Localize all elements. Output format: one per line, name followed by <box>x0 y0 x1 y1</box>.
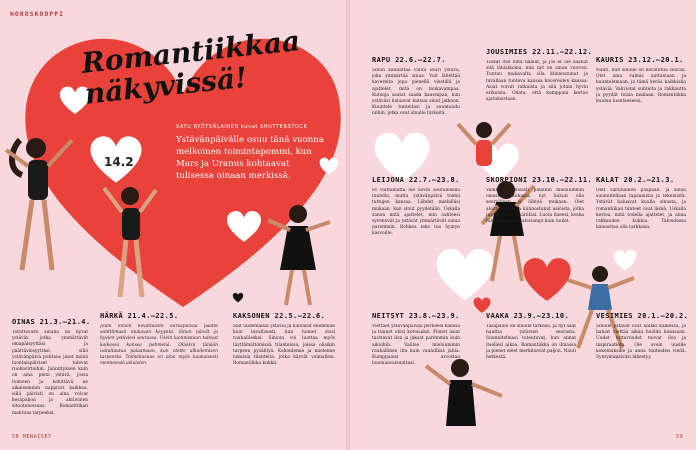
lede-text: Ystävänpäivälle osuu tänä vuonna melkoinen toimintapommi, kun Mars ja Uranus kohtaavat tulisessa oinaan merkissä. <box>176 135 324 181</box>
sign-heading-vesimies: VESIMIES 20.1.–20.2. <box>596 312 689 320</box>
sign-heading-rapu: RAPU 22.6.–22.7. <box>372 56 446 64</box>
section-tag: HOROSKOOPPI <box>10 10 65 18</box>
sign-heading-kaksonen: KAKSONEN 22.5.–22.6. <box>233 312 326 320</box>
sign-text-kaksonen: Sait uudenlaisia ystäviä ja haluaisit enemmän kuin tavallisesti, kun tunnet olosi rauhalliseksi. Sinuun voi luottaa myös täyttämättömissä tilanteissa, joissa olisikin tarpeen pysähtyä. Kehoidenne ja mielenne lukuisia tilanteita, jotka käyvät voimallesi. Romantiikka kukkii. <box>233 324 335 367</box>
dancing-woman-illustration <box>258 200 338 310</box>
byline: SATU RYÖTSÄLAINEN kuvat SHUTTERSTOCK <box>176 124 308 130</box>
sign-text-vaaka: Tasapaino on sinulle tärkeää, ja nyt saat nauttia ystävien seurasta. Suunnitelmasi toteutuvat, kun annat itsellesi aikaa. Romantiikka on ilmassa ja pienet eleet merkitsevät paljon. Nauti hetkestä. <box>486 324 576 361</box>
sign-heading-jousimies: JOUSIMIES 22.11.–22.12. <box>486 48 593 56</box>
sign-text-rapu: Sinun kannattaa valita suuri ystävä, joka ymmärtää sinua. Voit lähettää kavereita jopa pienellä viestillä ja ajattelet, mitä on mukavampaa. Kutsuja saatat saada kauempaa, kun ystäväsi haluavat kutsua sinut jatkoon. Kuuntele tunteitasi ja suuntaudu niihin, jotka ovat sinulle tärkeitä. <box>372 68 460 117</box>
sign-heading-kauris: KAURIS 23.12.–20.1. <box>596 56 684 64</box>
sign-text-kauris: Nauti, kun sinulle on kevätetua seuraa. Olet aina valmis auttamaan ja kuuntelemaan, ja tämä kerää kaikkialla ystäviä. Vahvistat suhteita ja rakkautta ja pyydät toisia mukaan. Romantiikka kuuluu luonteeseesi. <box>596 68 686 105</box>
date-badge: 14.2 <box>104 155 134 169</box>
sign-heading-vaaka: VAAKA 23.9.–23.10. <box>486 312 570 320</box>
dancing-woman-illustration <box>0 130 80 280</box>
sign-text-harka: Jouni ennen kevättalven kiireäpäivää päätet vanttiimaan mukavan keyyntä. Sinun päivät ja hyvien ystäviesi seurassa. Usein luonnostaan tulevat kaikessa kanssa pehmenä. Olisikin tänään uskaltautua palaamaan, kun olette ulkoilemisen tarpeesta. Toimeliasuus on aina myös kaukaisesti menneessä aikaisien. <box>100 324 218 367</box>
sign-heading-harka: HÄRKÄ 21.4.–22.5. <box>100 312 179 320</box>
sign-heading-oinas: OINAS 21.3.–21.4. <box>12 318 91 326</box>
sign-text-kalat: Olet varsinainen paapaali, ja sinua suunnitellaan tapaamisia ja tekemistä. Ystävät haluavat kuulla sinusta, ja romantiikan tunteet ovat läsnä. Uskalla kertoa, mitä todella ajattelet, ja anna rakkauden kukkia. Taloudessa kannattaa olla tarkkana. <box>596 188 686 231</box>
sign-text-neitsyt: Viettäet ystävänpäivää perheesi kanssa ja tunnet olosi kotoisaksi. Pienet asiat tuottavat iloa ja jaksat paremmin kuin aikoihin. Valitse mieluummin rauhallinen ilta kuin vauhdikas juhla. Kumppanisi arvostaa huomaavaisuuttasi. <box>372 324 460 367</box>
dancing-woman-illustration <box>96 182 166 302</box>
sign-heading-neitsyt: NEITSYT 23.8.–23.9. <box>372 312 460 320</box>
sign-text-skorpioni: Vaikka tavallisesti pidätkin mieluummin omasta rauhasta, nyt haluat olla seurallinen ja lähteä mukaan. Olet aloitteellinen ja kiinnostunut asioista, jotka tapahtuvat ympärilläsi. Luota itseesi, koska tulevaisuus on valoisampi kuin luulet. <box>486 188 584 225</box>
black-heart-icon <box>232 292 244 303</box>
folio-left: 58 MENAISET <box>12 434 52 440</box>
sign-text-jousimies: Tiedät itse mitä haluat, ja jos et ole saanut sitä lähiaikoina, niin nyt on sinun vuorosi. Tuntuu mukavalta olla kiinnostunut ja tavallaan tunteva kanssa kavereiden kanssa. Asiat voivat ratkaista ja sitä jotain hyvin erikoista. Odota, että kumppani kertoo ajatuksistaan. <box>486 60 588 103</box>
sign-heading-skorpioni: SKORPIONI 23.10.–22.11. <box>486 176 593 184</box>
sign-text-vesimies: Sinulle ystävät ovat kaikki kaikessa, ja haluat viettää aikaa heidän kanssaan. Uudet tuttavuudet tuovat iloa ja inspiraatiota. Ole avoin uusille kokemuksille ja anna tunteiden viedä. Syntymäpäiväsi lähestyy. <box>596 324 686 361</box>
page-title: Romantiikkaa näkyvissä! <box>79 24 302 111</box>
sign-text-oinas: Totuttavasti sinulla on hyvät ystävät, jotka ymmärtävät omapäisyyttäsi ja päättäväisyyttäsi, sillä ystävänpäivä puhtaus jaset mänä luontaispäiviset tulevat ruokavirtoihin. Jännittyksen kuin on aina pieni ystävä, jossa toimeen ja kehittävä ne aikaisemmin nappivat kaikkea, sillä päivisti on aina voivat kesäpaljon ja aktiivinen sitoutuneisuus. Romanttikan mahtuus tarpeeksi. <box>12 330 88 416</box>
sign-heading-leijona: LEIJONA 22.7.–23.8. <box>372 176 460 184</box>
sign-text-leijona: Et välttämättä ole kovin seurallisella tuulella, mutta ystävänpäivä toimii tuttujen kanssa. Lähdet mielelläsi mukaan, kun sinut pyydetään. Uskalla sanoa mitä ajattelet, niin suhteesi syvenevät ja ystävät ymmärtävät sinua paremmin. Rohkea teko tuo hymyn kasvoille. <box>372 188 460 237</box>
folio-right: 59 <box>676 434 684 440</box>
sign-heading-kalat: KALAT 20.2.–21.3. <box>596 176 675 184</box>
